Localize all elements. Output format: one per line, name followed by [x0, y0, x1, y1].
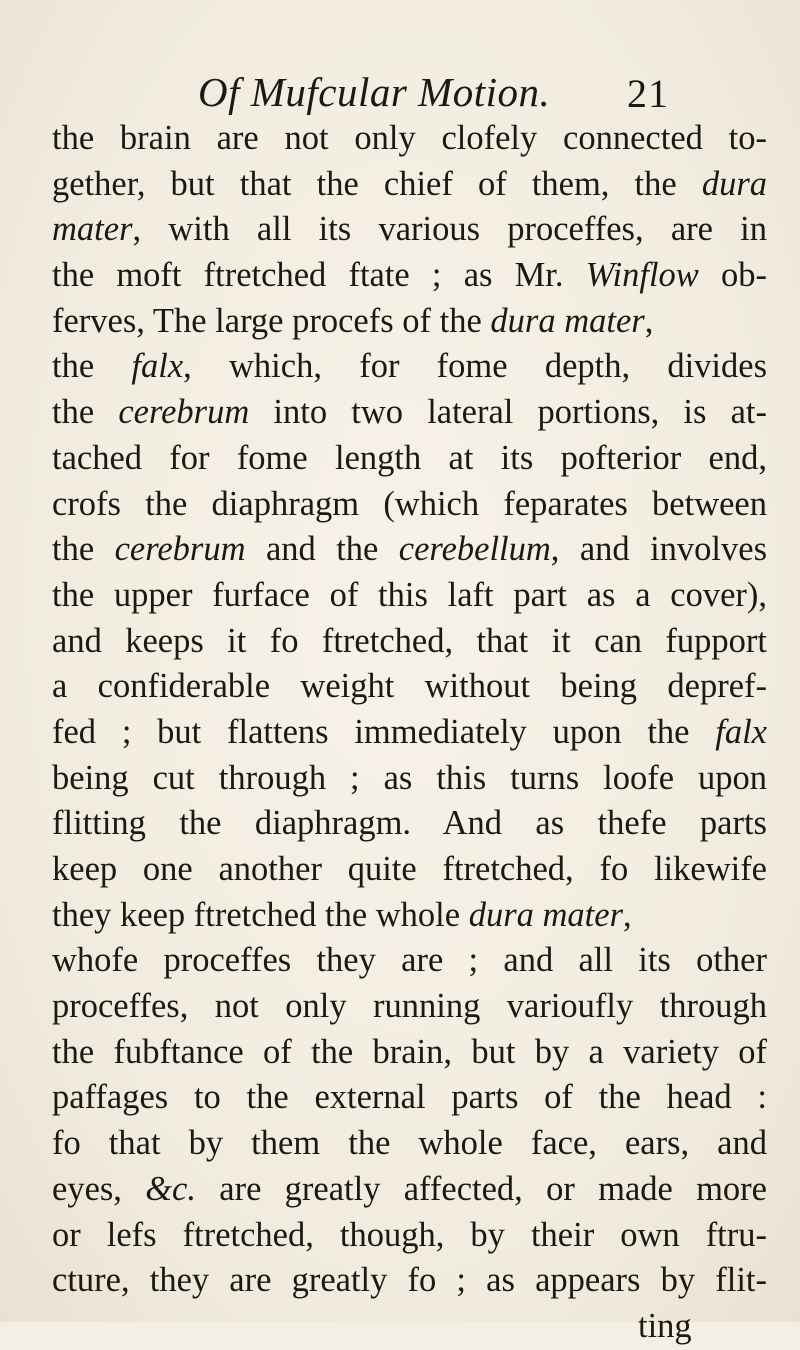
- italic-text: falx: [131, 347, 184, 386]
- text-segment: keep one another quite ftretched, fo likewife: [52, 850, 767, 888]
- italic-text: &c.: [145, 1169, 196, 1208]
- running-title: Of Mufcular Motion.: [198, 69, 551, 115]
- text-segment: gether, but that the chief of them, the: [52, 164, 702, 203]
- italic-text: cerebellum: [398, 530, 551, 569]
- text-line: [52, 1075, 767, 1121]
- italic-text: cerebrum: [114, 530, 246, 569]
- text-segment: being cut through ; as this turns loofe upon: [52, 758, 767, 797]
- italic-text: mater: [52, 210, 133, 249]
- text-segment: ob-: [698, 256, 767, 295]
- text-line: [52, 664, 767, 710]
- text-line: [52, 207, 767, 253]
- body-text: [52, 116, 772, 1350]
- text-segment: or lefs ftretched, though, by their own ftru-: [52, 1215, 767, 1254]
- italic-text: falx: [715, 712, 767, 751]
- italic-text: Winflow: [585, 256, 699, 295]
- text-segment: into two lateral portions, is at-: [249, 393, 767, 432]
- text-segment: tached for fome length at its pofterior end,: [52, 438, 767, 477]
- text-line: [52, 116, 767, 162]
- text-segment: the: [52, 347, 132, 386]
- text-segment: ,: [623, 895, 632, 934]
- text-segment: the: [52, 530, 115, 569]
- text-segment: ferves, The large procefs of the: [52, 301, 491, 340]
- text-segment: fed ; but flattens immediately upon the: [52, 712, 716, 751]
- text-line: [52, 1121, 767, 1167]
- text-line: [52, 344, 767, 390]
- text-segment: paffages to the external parts of the head :: [52, 1078, 767, 1117]
- text-line: [52, 710, 767, 756]
- text-line: [52, 573, 767, 619]
- text-line: [52, 162, 767, 208]
- text-segment: and keeps it fo ftretched, that it can fupport: [52, 621, 767, 660]
- text-segment: the brain are not only clofely connected to-: [52, 119, 767, 157]
- text-line: [52, 390, 767, 436]
- text-segment: ,: [644, 301, 654, 340]
- text-segment: fo that by them the whole face, ears, and: [52, 1124, 767, 1163]
- text-line: [52, 893, 772, 939]
- text-line: [52, 436, 767, 482]
- italic-text: dura mater: [490, 301, 645, 340]
- text-segment: the: [52, 393, 119, 432]
- text-segment: eyes,: [52, 1169, 146, 1208]
- text-line: [52, 482, 767, 528]
- text-line: [52, 1213, 767, 1259]
- text-line: [52, 984, 767, 1030]
- text-line: [52, 1167, 767, 1213]
- text-segment: the moft ftretched ftate ; as Mr.: [52, 256, 586, 295]
- text-segment: proceffes, not only running varioufly through: [52, 987, 767, 1026]
- italic-text: dura: [701, 164, 767, 203]
- text-segment: , which, for fome depth, divides: [183, 347, 767, 386]
- catchword: ting: [638, 1306, 692, 1345]
- text-line: [52, 756, 767, 802]
- text-segment: crofs the diaphragm (which feparates between: [52, 484, 767, 523]
- text-segment: the fubftance of the brain, but by a variety of: [52, 1032, 767, 1071]
- text-line: [52, 938, 767, 984]
- text-line: [52, 801, 767, 847]
- text-segment: whofe proceffes they are ; and all its other: [52, 941, 767, 980]
- text-segment: they keep ftretched the whole: [52, 895, 469, 934]
- text-segment: a confiderable weight without being depref-: [52, 667, 767, 706]
- text-segment: are greatly affected, or made more: [196, 1169, 767, 1208]
- text-line: [52, 847, 767, 893]
- text-segment: the upper furface of this laft part as a cover),: [52, 575, 767, 614]
- text-line: [52, 527, 767, 573]
- running-head: [0, 62, 800, 116]
- text-segment: and the: [245, 530, 399, 569]
- text-line: [52, 619, 767, 665]
- text-segment: cture, they are greatly fo ; as appears by flit-: [52, 1261, 767, 1300]
- text-line: [52, 1258, 767, 1304]
- text-line: [52, 299, 772, 345]
- text-segment: , with all its various proceffes, are in: [132, 210, 767, 249]
- italic-text: dura mater: [468, 895, 623, 934]
- italic-text: cerebrum: [118, 393, 250, 432]
- page-number: 21: [627, 71, 669, 116]
- text-line: [52, 1030, 767, 1076]
- catchword-line: [52, 1304, 772, 1350]
- text-segment: flitting the diaphragm. And as thefe parts: [52, 804, 767, 843]
- text-line: [52, 253, 767, 299]
- text-segment: , and involves: [550, 530, 767, 569]
